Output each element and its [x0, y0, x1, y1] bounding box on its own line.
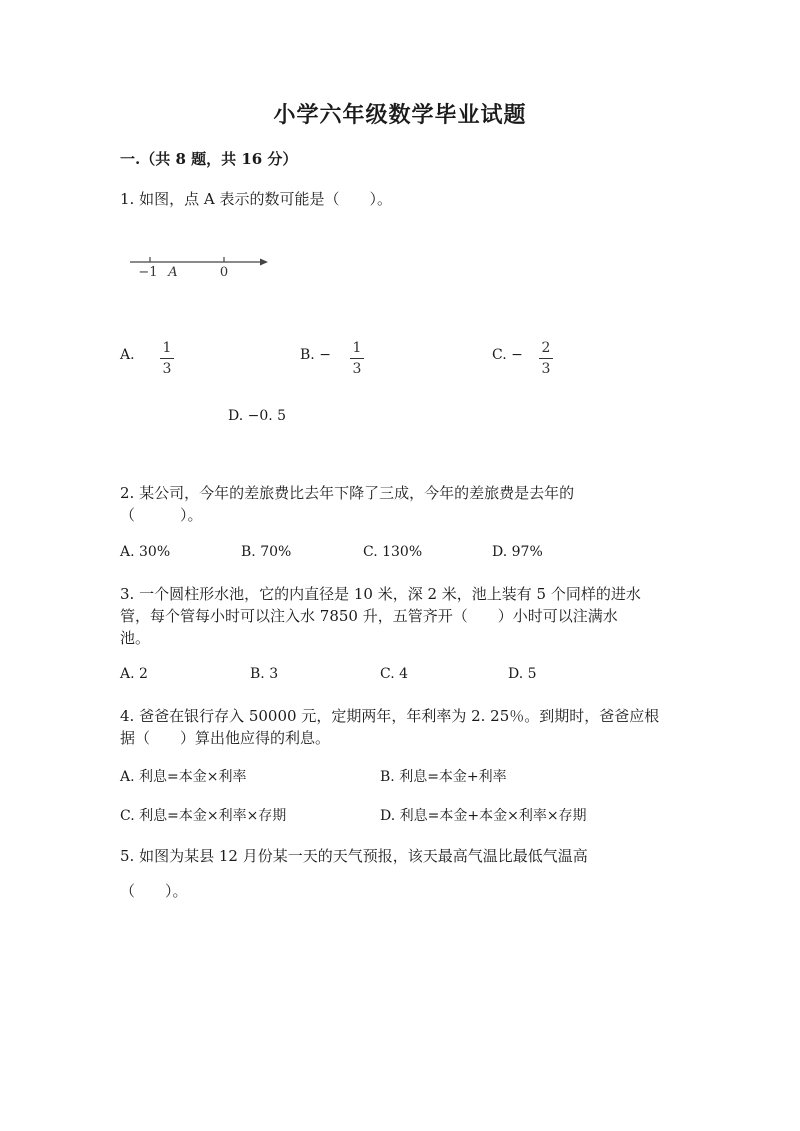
q1-option-c-label[interactable]: C. −: [492, 347, 523, 363]
fraction-denominator: 3: [352, 361, 362, 377]
question-3-line-3: 池。: [120, 629, 151, 647]
question-5-line-1: 5. 如图为某县 12 月份某一天的天气预报，该天最高气温比最低气温高: [120, 847, 588, 865]
q2-option-d[interactable]: D. 97%: [492, 544, 543, 560]
question-3-line-1: 3. 一个圆柱形水池，它的内直径是 10 米，深 2 米，池上装有 5 个同样的进水: [120, 585, 641, 603]
q1-option-a-label[interactable]: A.: [120, 347, 135, 363]
question-4-line-2: 据（ ）算出他应得的利息。: [120, 729, 331, 747]
number-line-arrow: [260, 259, 268, 266]
q2-option-a[interactable]: A. 30%: [120, 544, 171, 560]
question-4-line-1: 4. 爸爸在银行存入 50000 元，定期两年，年利率为 2. 25％。到期时，爸爸应根: [120, 707, 660, 725]
tick-label-minus-one: −1: [138, 265, 158, 280]
fraction-denominator: 3: [162, 361, 172, 377]
q3-option-a[interactable]: A. 2: [120, 666, 148, 682]
question-2-line-2: （ ）。: [120, 506, 203, 524]
q1-option-d[interactable]: D. −0. 5: [228, 408, 287, 424]
question-3-line-2: 管，每个管每小时可以注入水 7850 升，五管齐开（ ）小时可以注满水: [120, 607, 618, 625]
q2-option-c[interactable]: C. 130%: [363, 544, 423, 560]
q3-option-c[interactable]: C. 4: [380, 666, 409, 682]
q4-option-c[interactable]: C. 利息=本金×利率×存期: [120, 808, 287, 824]
question-2-line-1: 2. 某公司，今年的差旅费比去年下降了三成，今年的差旅费是去年的: [120, 484, 575, 502]
point-label-a: A: [168, 265, 178, 280]
q2-option-b[interactable]: B. 70%: [241, 544, 292, 560]
fraction-numerator: 2: [541, 340, 551, 356]
fraction-numerator: 1: [352, 340, 362, 356]
q4-option-a[interactable]: A. 利息=本金×利率: [120, 769, 247, 785]
tick-label-zero: 0: [219, 265, 229, 280]
fraction-denominator: 3: [541, 361, 551, 377]
q4-option-b[interactable]: B. 利息=本金+利率: [380, 769, 507, 785]
q1-option-b-label[interactable]: B. −: [300, 347, 331, 363]
q3-option-b[interactable]: B. 3: [250, 666, 279, 682]
number-line-figure: [126, 250, 274, 282]
fraction-bar: [539, 358, 553, 359]
q3-option-d[interactable]: D. 5: [508, 666, 537, 682]
q4-option-d[interactable]: D. 利息=本金+本金×利率×存期: [380, 808, 587, 824]
fraction-bar: [160, 358, 174, 359]
q1-option-b-fraction: [350, 340, 364, 377]
page-title: 小学六年级数学毕业试题: [273, 102, 527, 128]
question-1-stem: 1. 如图，点 A 表示的数可能是（ ）。: [120, 190, 392, 208]
q1-option-a-fraction: [160, 340, 174, 377]
q1-option-c-fraction: [539, 340, 553, 377]
question-5-line-2: （ ）。: [120, 882, 188, 900]
section-header: 一.（共 8 题，共 16 分）: [120, 150, 298, 168]
fraction-numerator: 1: [162, 340, 172, 356]
fraction-bar: [350, 358, 364, 359]
